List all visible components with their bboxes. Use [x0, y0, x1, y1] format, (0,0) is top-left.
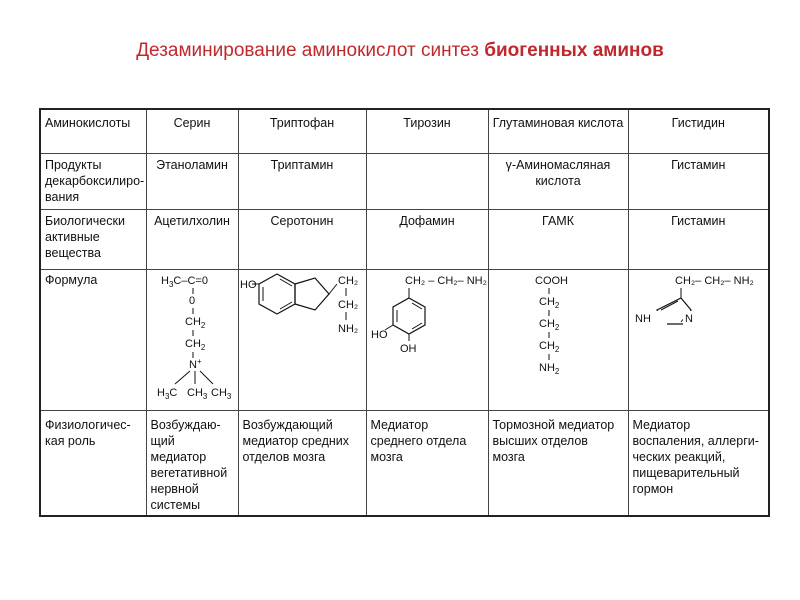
svg-text:CH2: $CH_2$ [184, 316, 205, 330]
formula-dopamine [366, 270, 488, 411]
svg-text:CH₂: CH₂ [337, 299, 358, 311]
formula-gaba [488, 270, 628, 411]
svg-text:H3C: $H_3C$ [156, 387, 177, 401]
cell-acetylcholine: Ацетилхолин [146, 210, 238, 270]
svg-text:CH3: $CH_3$ [186, 387, 207, 401]
svg-text:0: 0 [188, 295, 195, 307]
svg-text:COOH: COOH [534, 275, 568, 287]
svg-text:CH₂: CH₂ [337, 275, 358, 287]
title-part1: Дезаминирование аминокислот синтез [136, 40, 485, 61]
svg-text:H3C–C=0: $H_3C-C=0$ [160, 275, 208, 289]
svg-text:N: N [684, 313, 693, 325]
cell-gaba: ГАМК [488, 210, 628, 270]
formula-serotonin [238, 270, 366, 411]
formula-label: Формула [40, 270, 146, 411]
cell-gaba-full: γ-Аминомасляная кислота [488, 154, 628, 210]
svg-text:NH: NH [634, 313, 651, 325]
active-row [40, 210, 769, 270]
svg-text:CH2: $CH_2$ [538, 296, 559, 310]
role-serotonin: Возбуждающий медиатор средних отделов мозга [238, 411, 366, 517]
svg-text:NH₂: NH₂ [337, 323, 358, 335]
svg-text:CH2: $CH_2$ [184, 338, 205, 352]
serotonin-structure [239, 270, 367, 406]
role-label: Физиологичес-кая роль [40, 411, 146, 517]
svg-text:CH3: $CH_3$ [210, 387, 231, 401]
role-acetylcholine: Возбуждаю-щий медиатор вегетативной нервной системы [146, 411, 238, 517]
role-histamine: Медиатор воспаления, аллерги-ческих реакций, пищеварительный гормон [628, 411, 769, 517]
header-row [40, 109, 769, 154]
cell-tryptamine: Триптамин [238, 154, 366, 210]
cell-empty [366, 154, 488, 210]
acetylcholine-structure [147, 270, 239, 406]
formula-row [40, 270, 769, 411]
dopamine-structure [367, 270, 489, 406]
header-serine: Серин [146, 109, 238, 154]
active-label: Биологически активные вещества [40, 210, 146, 270]
svg-text:HO: HO [370, 329, 387, 341]
header-aminoacids: Аминокислоты [40, 109, 146, 154]
cell-histamine-active: Гистамин [628, 210, 769, 270]
svg-text:N+: N+ [188, 357, 202, 371]
formula-histamine [628, 270, 769, 411]
formula-acetylcholine [146, 270, 238, 411]
histamine-structure [629, 270, 770, 406]
svg-text:CH2: $CH_2$ [538, 318, 559, 332]
role-dopamine: Медиатор среднего отдела мозга [366, 411, 488, 517]
cell-serotonin: Серотонин [238, 210, 366, 270]
page-title [0, 40, 800, 62]
header-tyrosine: Тирозин [366, 109, 488, 154]
header-tryptophan: Триптофан [238, 109, 366, 154]
svg-text:CH₂– CH₂– NH₂: CH₂– CH₂– NH₂ [674, 275, 754, 287]
gaba-structure [489, 270, 629, 406]
svg-text:OH: OH [399, 343, 416, 355]
decarb-label: Продукты декарбоксилиро-вания [40, 154, 146, 210]
svg-text:HO: HO [239, 279, 256, 291]
role-row [40, 411, 769, 517]
role-gaba: Тормозной медиатор высших отделов мозга [488, 411, 628, 517]
svg-text:NH2: $NH_2$ [538, 362, 559, 376]
decarb-row [40, 154, 769, 210]
header-glutamic-acid: Глутаминовая кислота [488, 109, 628, 154]
svg-text:CH2: $CH_2$ [538, 340, 559, 354]
cell-histamine-decarb: Гистамин [628, 154, 769, 210]
amino-acid-table [39, 108, 770, 517]
svg-text:CH₂ – CH₂– NH₂: CH₂ – CH₂– NH₂ [404, 275, 487, 287]
cell-dopamine: Дофамин [366, 210, 488, 270]
cell-ethanolamine: Этаноламин [146, 154, 238, 210]
header-histidine: Гистидин [628, 109, 769, 154]
title-part2: биогенных аминов [484, 40, 664, 61]
